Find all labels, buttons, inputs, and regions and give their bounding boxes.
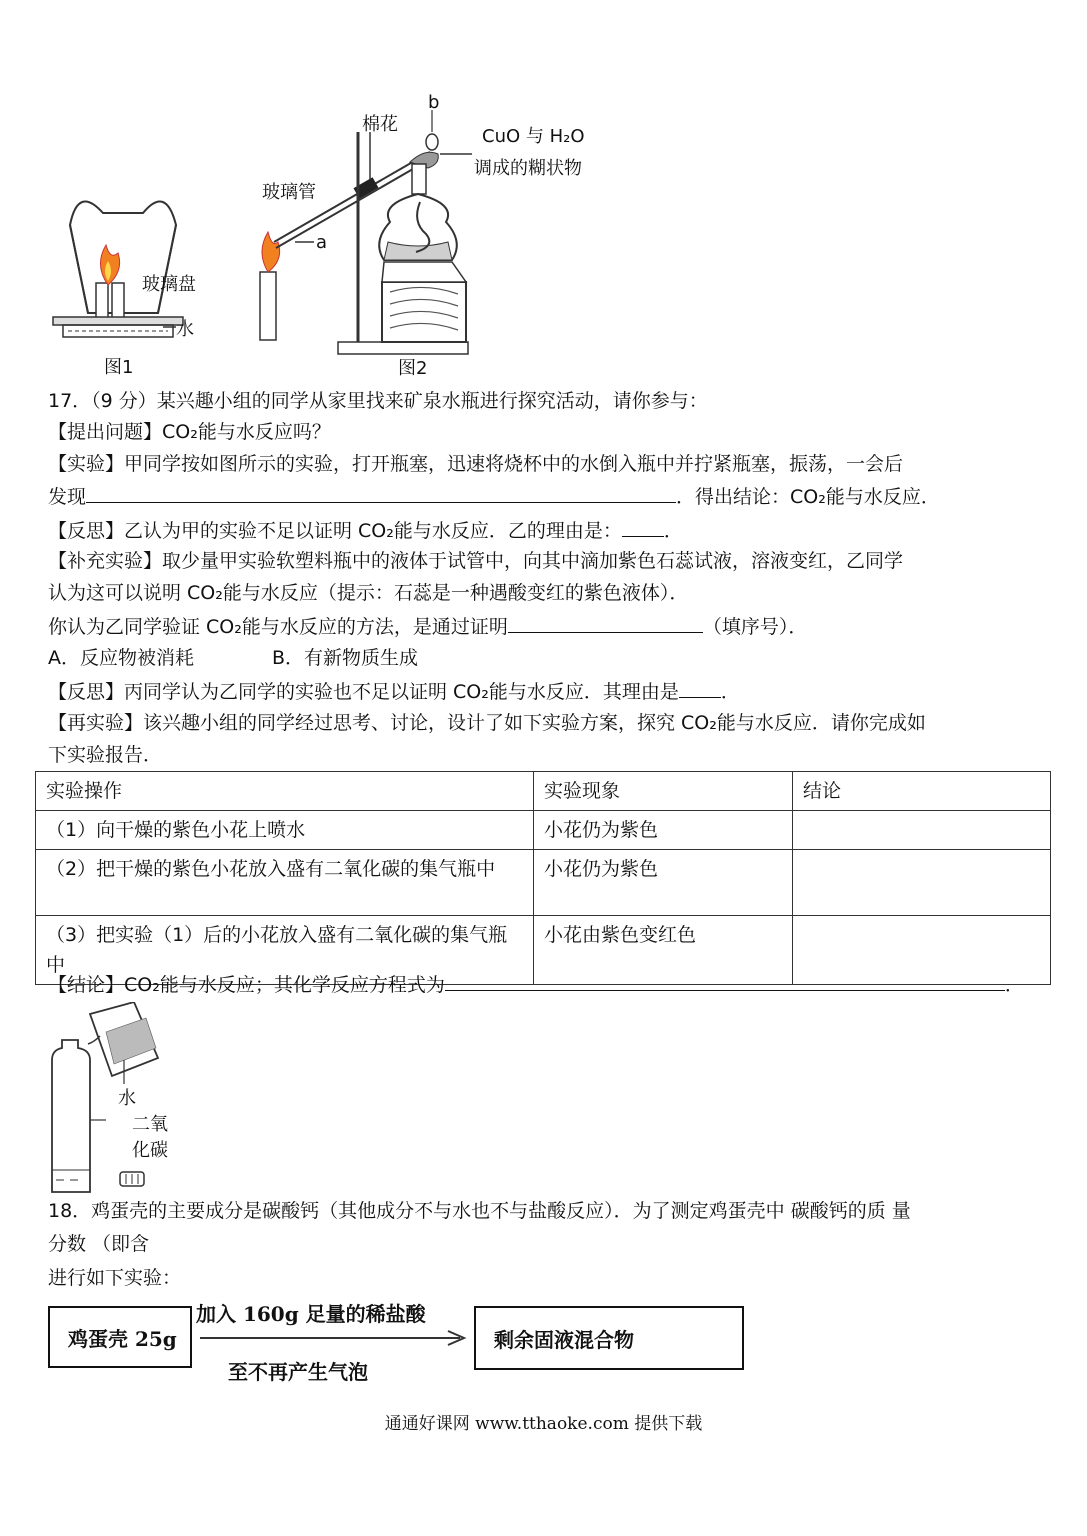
q17-reexp-line2: 下实验报告． — [48, 744, 163, 766]
figure-1 — [48, 95, 228, 380]
table-row — [36, 850, 1051, 916]
bottle-figure — [48, 1002, 178, 1194]
flow-bottom-label: 至不再产生气泡 — [228, 1360, 368, 1384]
q17-supplement-line1: 【补充实验】取少量甲实验软塑料瓶中的液体于试管中，向其中滴加紫色石蕊试液，溶液变红，乙同学 — [48, 550, 904, 572]
q17-reexp-line1: 【再实验】该兴趣小组的同学经过思考、讨论，设计了如下实验方案，探究 CO₂能与水反应．请你完成如 — [48, 712, 926, 734]
table-header-phenomenon: 实验现象 — [534, 772, 793, 811]
table-cell-operation: （3）把实验（1）后的小花放入盛有二氧化碳的集气瓶中 — [36, 916, 534, 985]
page-footer: 通通好课网 www.tthaoke.com 提供下载 — [384, 1414, 703, 1434]
label-glass-tube: 玻璃管 — [262, 182, 316, 203]
figure-1-drawing — [48, 95, 228, 380]
table-cell-phenomenon: 小花仍为紫色 — [534, 811, 793, 850]
table-header-operation: 实验操作 — [36, 772, 534, 811]
q18-line2: 分数 （即含 — [48, 1233, 150, 1255]
answer-blank-reason-yi[interactable] — [622, 518, 664, 537]
label-b: b — [428, 92, 440, 113]
label-glass-plate: 玻璃盘 — [142, 274, 196, 295]
flow-box-mixture — [474, 1306, 744, 1370]
flow-box-mixture-label: 剩余固液混合物 — [494, 1328, 634, 1352]
table-cell-phenomenon: 小花由紫色变红色 — [534, 916, 793, 985]
answer-blank-observation[interactable] — [86, 484, 676, 503]
flow-box-eggshell-label: 鸡蛋壳 25g — [68, 1327, 177, 1351]
q17-method — [48, 614, 807, 639]
figure-2-caption: 图2 — [398, 358, 428, 379]
label-a: a — [316, 232, 328, 253]
q17-method-suffix: （填序号）． — [702, 616, 808, 638]
table-header-row — [36, 772, 1051, 811]
q17-question: 【提出问题】CO₂能与水反应吗？ — [48, 421, 331, 443]
q17-reflection1 — [48, 518, 683, 543]
q17-reflection2 — [48, 679, 740, 704]
flow-box-eggshell — [48, 1306, 192, 1368]
q17-conclusion-prefix: 【结论】CO₂能与水反应；其化学反应方程式为 — [48, 974, 445, 996]
figure-1-caption: 图1 — [104, 357, 134, 378]
label-cotton: 棉花 — [362, 114, 398, 135]
table-cell-conclusion[interactable] — [793, 850, 1051, 916]
bottle-drawing — [48, 1002, 178, 1194]
q17-title: 17．（9 分）某兴趣小组的同学从家里找来矿泉水瓶进行探究活动，请你参与： — [48, 390, 708, 412]
flow-arrow — [196, 1328, 476, 1348]
q17-reflection1-prefix: 【反思】乙认为甲的实验不足以证明 CO₂能与水反应．乙的理由是： — [48, 520, 622, 542]
table-cell-conclusion[interactable] — [793, 811, 1051, 850]
q18-line3: 进行如下实验： — [48, 1267, 182, 1289]
table-header-conclusion: 结论 — [793, 772, 1051, 811]
option-a: A．反应物被消耗 — [48, 647, 194, 669]
q17-conclusion — [48, 972, 1024, 997]
q17-options — [48, 646, 418, 670]
q17-conclusion-suffix: ． — [1004, 974, 1024, 996]
table-cell-phenomenon: 小花仍为紫色 — [534, 850, 793, 916]
label-paste-2: 调成的糊状物 — [474, 158, 582, 179]
table-cell-operation: （2）把干燥的紫色小花放入盛有二氧化碳的集气瓶中 — [36, 850, 534, 916]
q17-experiment-suffix: ．得出结论：CO₂能与水反应． — [676, 486, 940, 508]
bottle-label-co2-1: 二氧 — [132, 1114, 168, 1135]
q17-experiment-line1: 【实验】甲同学按如图所示的实验，打开瓶塞，迅速将烧杯中的水倒入瓶中并拧紧瓶塞，振荡，一会后 — [48, 453, 904, 475]
q18-line1: 18．鸡蛋壳的主要成分是碳酸钙（其他成分不与水也不与盐酸反应）．为了测定鸡蛋壳中 碳酸钙的质 量 — [48, 1200, 911, 1222]
q17-experiment-prefix: 发现 — [48, 486, 87, 508]
q17-reflection2-suffix: ． — [720, 681, 740, 703]
label-paste-1: CuO 与 H₂O — [482, 126, 585, 147]
bottle-label-water: 水 — [118, 1088, 136, 1109]
q17-experiment-line2 — [48, 484, 940, 509]
answer-blank-equation[interactable] — [445, 972, 1005, 991]
experiment-table — [35, 771, 1051, 985]
q17-reflection2-prefix: 【反思】丙同学认为乙同学的实验也不足以证明 CO₂能与水反应．其理由是 — [48, 681, 679, 703]
q17-reflection1-suffix: ． — [663, 520, 683, 542]
q17-supplement-line2: 认为这可以说明 CO₂能与水反应（提示：石蕊是一种遇酸变红的紫色液体）． — [48, 582, 689, 604]
answer-blank-reason-bing[interactable] — [679, 679, 721, 698]
q17-method-prefix: 你认为乙同学验证 CO₂能与水反应的方法，是通过证明 — [48, 616, 508, 638]
answer-blank-method[interactable] — [508, 614, 703, 633]
bottle-label-co2-2: 化碳 — [132, 1140, 168, 1161]
table-row — [36, 811, 1051, 850]
figure-2 — [240, 92, 620, 382]
label-water: 水 — [176, 319, 194, 340]
flow-top-label: 加入 160g 足量的稀盐酸 — [196, 1302, 426, 1326]
option-b: B．有新物质生成 — [272, 647, 419, 669]
table-cell-operation: （1）向干燥的紫色小花上喷水 — [36, 811, 534, 850]
